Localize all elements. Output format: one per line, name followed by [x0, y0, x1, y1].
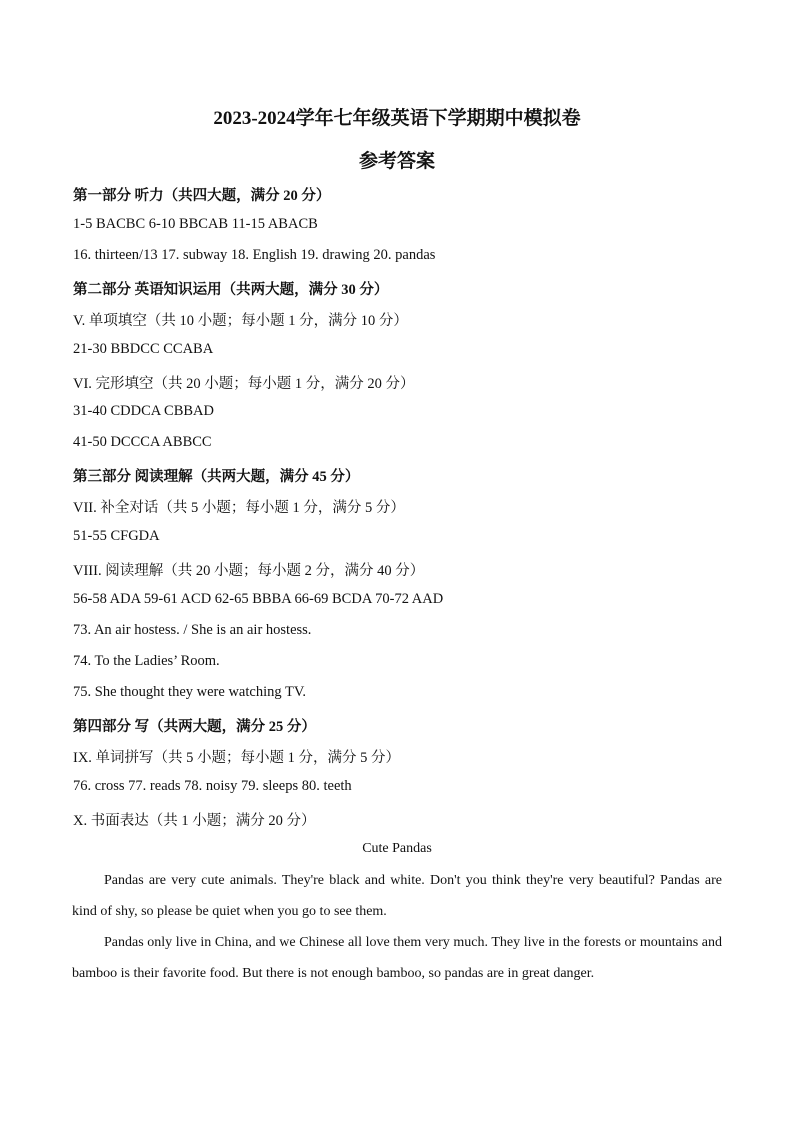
document-title: 2023-2024学年七年级英语下学期期中模拟卷	[213, 108, 581, 129]
question-group-heading: VIII. 阅读理解（共 20 小题；每小题 2 分，满分 40 分）	[73, 563, 425, 579]
question-group-heading: VII. 补全对话（共 5 小题；每小题 1 分，满分 5 分）	[73, 500, 405, 516]
essay-title: Cute Pandas	[362, 841, 432, 856]
answer-line: 21-30 BBDCC CCABA	[73, 341, 214, 357]
answer-line: 75. She thought they were watching TV.	[73, 684, 307, 700]
answer-line: 51-55 CFGDA	[73, 528, 160, 544]
answer-line: 1-5 BACBC 6-10 BBCAB 11-15 ABACB	[73, 216, 318, 232]
question-group-heading: X. 书面表达（共 1 小题；满分 20 分）	[73, 813, 316, 829]
answer-line: 56-58 ADA 59-61 ACD 62-65 BBBA 66-69 BCDA 70-72 AAD	[73, 591, 444, 607]
answer-line: 76. cross 77. reads 78. noisy 79. sleeps 80. teeth	[73, 778, 352, 794]
answer-line: 74. To the Ladies’ Room.	[73, 653, 220, 669]
section-3-heading: 第三部分 阅读理解（共两大题，满分 45 分）	[73, 469, 360, 485]
question-group-heading: VI. 完形填空（共 20 小题；每小题 1 分，满分 20 分）	[73, 376, 415, 392]
question-group-heading: IX. 单词拼写（共 5 小题；每小题 1 分，满分 5 分）	[73, 750, 401, 766]
essay-paragraph: Pandas only live in China, and we Chinese all love them very much. They live in the forests or mountains and bamboo is their favorite food. But there is not enough bamboo, so pandas are in great danger.	[72, 935, 722, 981]
answer-line: 16. thirteen/13 17. subway 18. English 19. drawing 20. pandas	[73, 247, 436, 263]
answer-line: 73. An air hostess. / She is an air hostess.	[73, 622, 312, 638]
essay-paragraph: Pandas are very cute animals. They're black and white. Don't you think they're very beautiful? Pandas are kind of shy, so please be quiet when you go to see them.	[72, 873, 722, 919]
document-subtitle: 参考答案	[358, 151, 435, 172]
question-group-heading: V. 单项填空（共 10 小题；每小题 1 分，满分 10 分）	[73, 313, 408, 329]
section-2-heading: 第二部分 英语知识运用（共两大题，满分 30 分）	[73, 282, 389, 298]
answer-line: 41-50 DCCCA ABBCC	[73, 434, 212, 450]
section-1-heading: 第一部分 听力（共四大题，满分 20 分）	[73, 188, 331, 204]
section-4-heading: 第四部分 写（共两大题，满分 25 分）	[73, 719, 316, 735]
answer-line: 31-40 CDDCA CBBAD	[73, 403, 214, 419]
